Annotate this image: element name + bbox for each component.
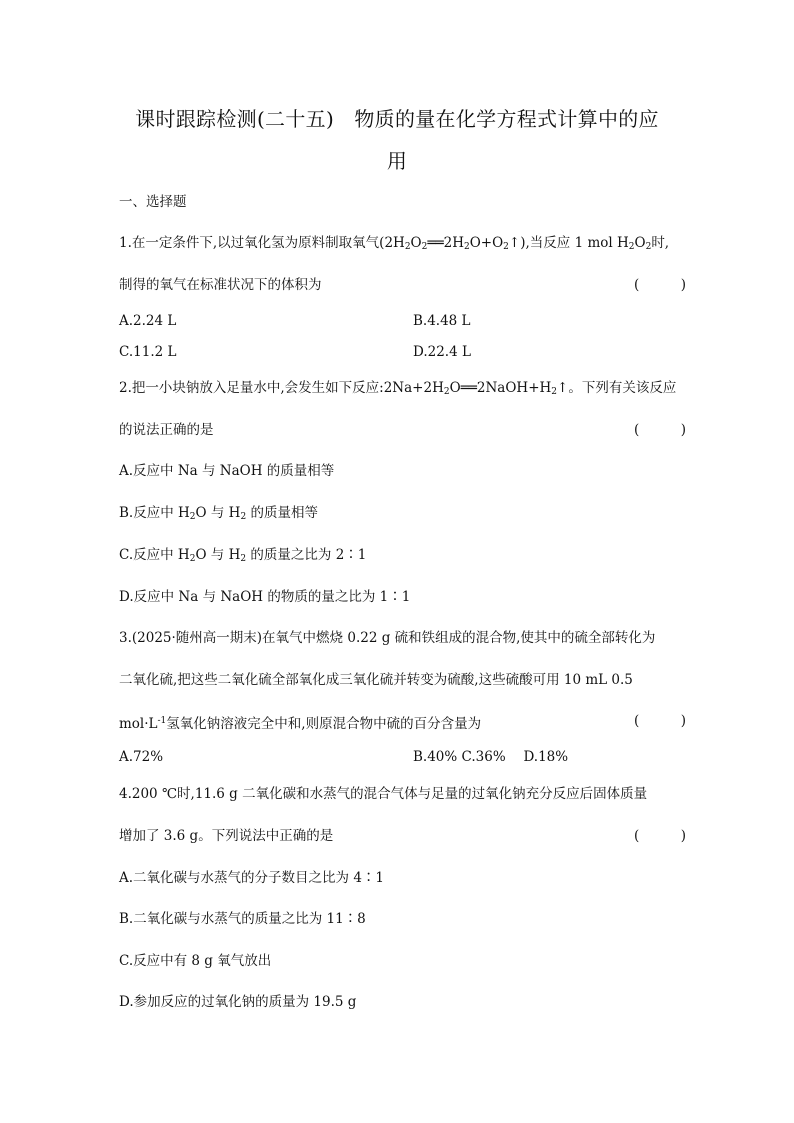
section-heading: 一、选择题 xyxy=(119,194,187,210)
q3-stem-line2: 二氧化硫,把这些二氧化硫全部氧化成三氧化硫并转变为硫酸,这些硫酸可用 10 mL 0.5 xyxy=(119,672,633,688)
q2-option-d: D.反应中 Na 与 NaOH 的物质的量之比为 1∶1 xyxy=(119,589,411,605)
q4-stem-line2: 增加了 3.6 g。下列说法中正确的是 xyxy=(119,828,334,844)
page-title-continued: 用 xyxy=(386,149,408,173)
q2-stem-line1: 2.把一小块钠放入足量水中,会发生如下反应$:2Na+2H_2O══2NaOH+H_2↑$。下列有关该反应 xyxy=(119,380,677,397)
q3-answer-blank[interactable]: ( ) xyxy=(634,713,701,729)
q1-option-d: D.22.4 L xyxy=(413,344,471,360)
q4-stem-line1: 4.200 ℃时,11.6 g 二氧化碳和水蒸气的混合气体与足量的过氧化钠充分反应后固体质量 xyxy=(119,786,648,802)
page-title: 课时跟踪检测(二十五) 物质的量在化学方程式计算中的应 xyxy=(135,107,659,131)
q3-options-bcd: B.40% C.36% D.18% xyxy=(413,749,569,765)
q4-option-c: C.反应中有 8 g 氧气放出 xyxy=(119,953,272,969)
q3-stem-line3: $mol\cdot L^{-1}$氢氧化钠溶液完全中和,则原混合物中硫的百分含量为 xyxy=(119,716,482,732)
q4-option-b: B.二氧化碳与水蒸气的质量之比为 11∶8 xyxy=(119,911,366,927)
q3-stem-line1: 3.(2025·随州高一期末)在氧气中燃烧 0.22 g 硫和铁组成的混合物,使其中的硫全部转化为 xyxy=(119,630,656,646)
q4-option-d: D.参加反应的过氧化钠的质量为 19.5 g xyxy=(119,994,357,1010)
q4-answer-blank[interactable]: ( ) xyxy=(634,828,701,844)
q1-answer-blank[interactable]: ( ) xyxy=(634,277,701,293)
q1-option-b: B.4.48 L xyxy=(413,313,471,329)
q1-option-a: A.2.24 L xyxy=(119,313,177,329)
q2-option-a: A.反应中 Na 与 NaOH 的质量相等 xyxy=(119,463,335,479)
q1-option-c: C.11.2 L xyxy=(119,344,177,360)
q2-option-c: C.反应中 $H_2O$ 与 $H_2$ 的质量之比为 2∶1 xyxy=(119,547,367,564)
q4-option-a: A.二氧化碳与水蒸气的分子数目之比为 4∶1 xyxy=(119,870,385,886)
q1-stem-line2: 制得的氧气在标准状况下的体积为 xyxy=(119,277,322,293)
q2-stem-line2: 的说法正确的是 xyxy=(119,422,214,438)
q2-answer-blank[interactable]: ( ) xyxy=(634,422,701,438)
q2-option-b: B.反应中 $H_2O$ 与 $H_2$ 的质量相等 xyxy=(119,505,318,522)
q3-option-a: A.72% xyxy=(119,749,164,765)
q1-stem-line1: 1.在一定条件下,以过氧化氢为原料制取氧气$(2H_2O_2══2H_2O+O_2↑)$,当反应 1 mol $H_2O_2$时, xyxy=(119,235,670,252)
